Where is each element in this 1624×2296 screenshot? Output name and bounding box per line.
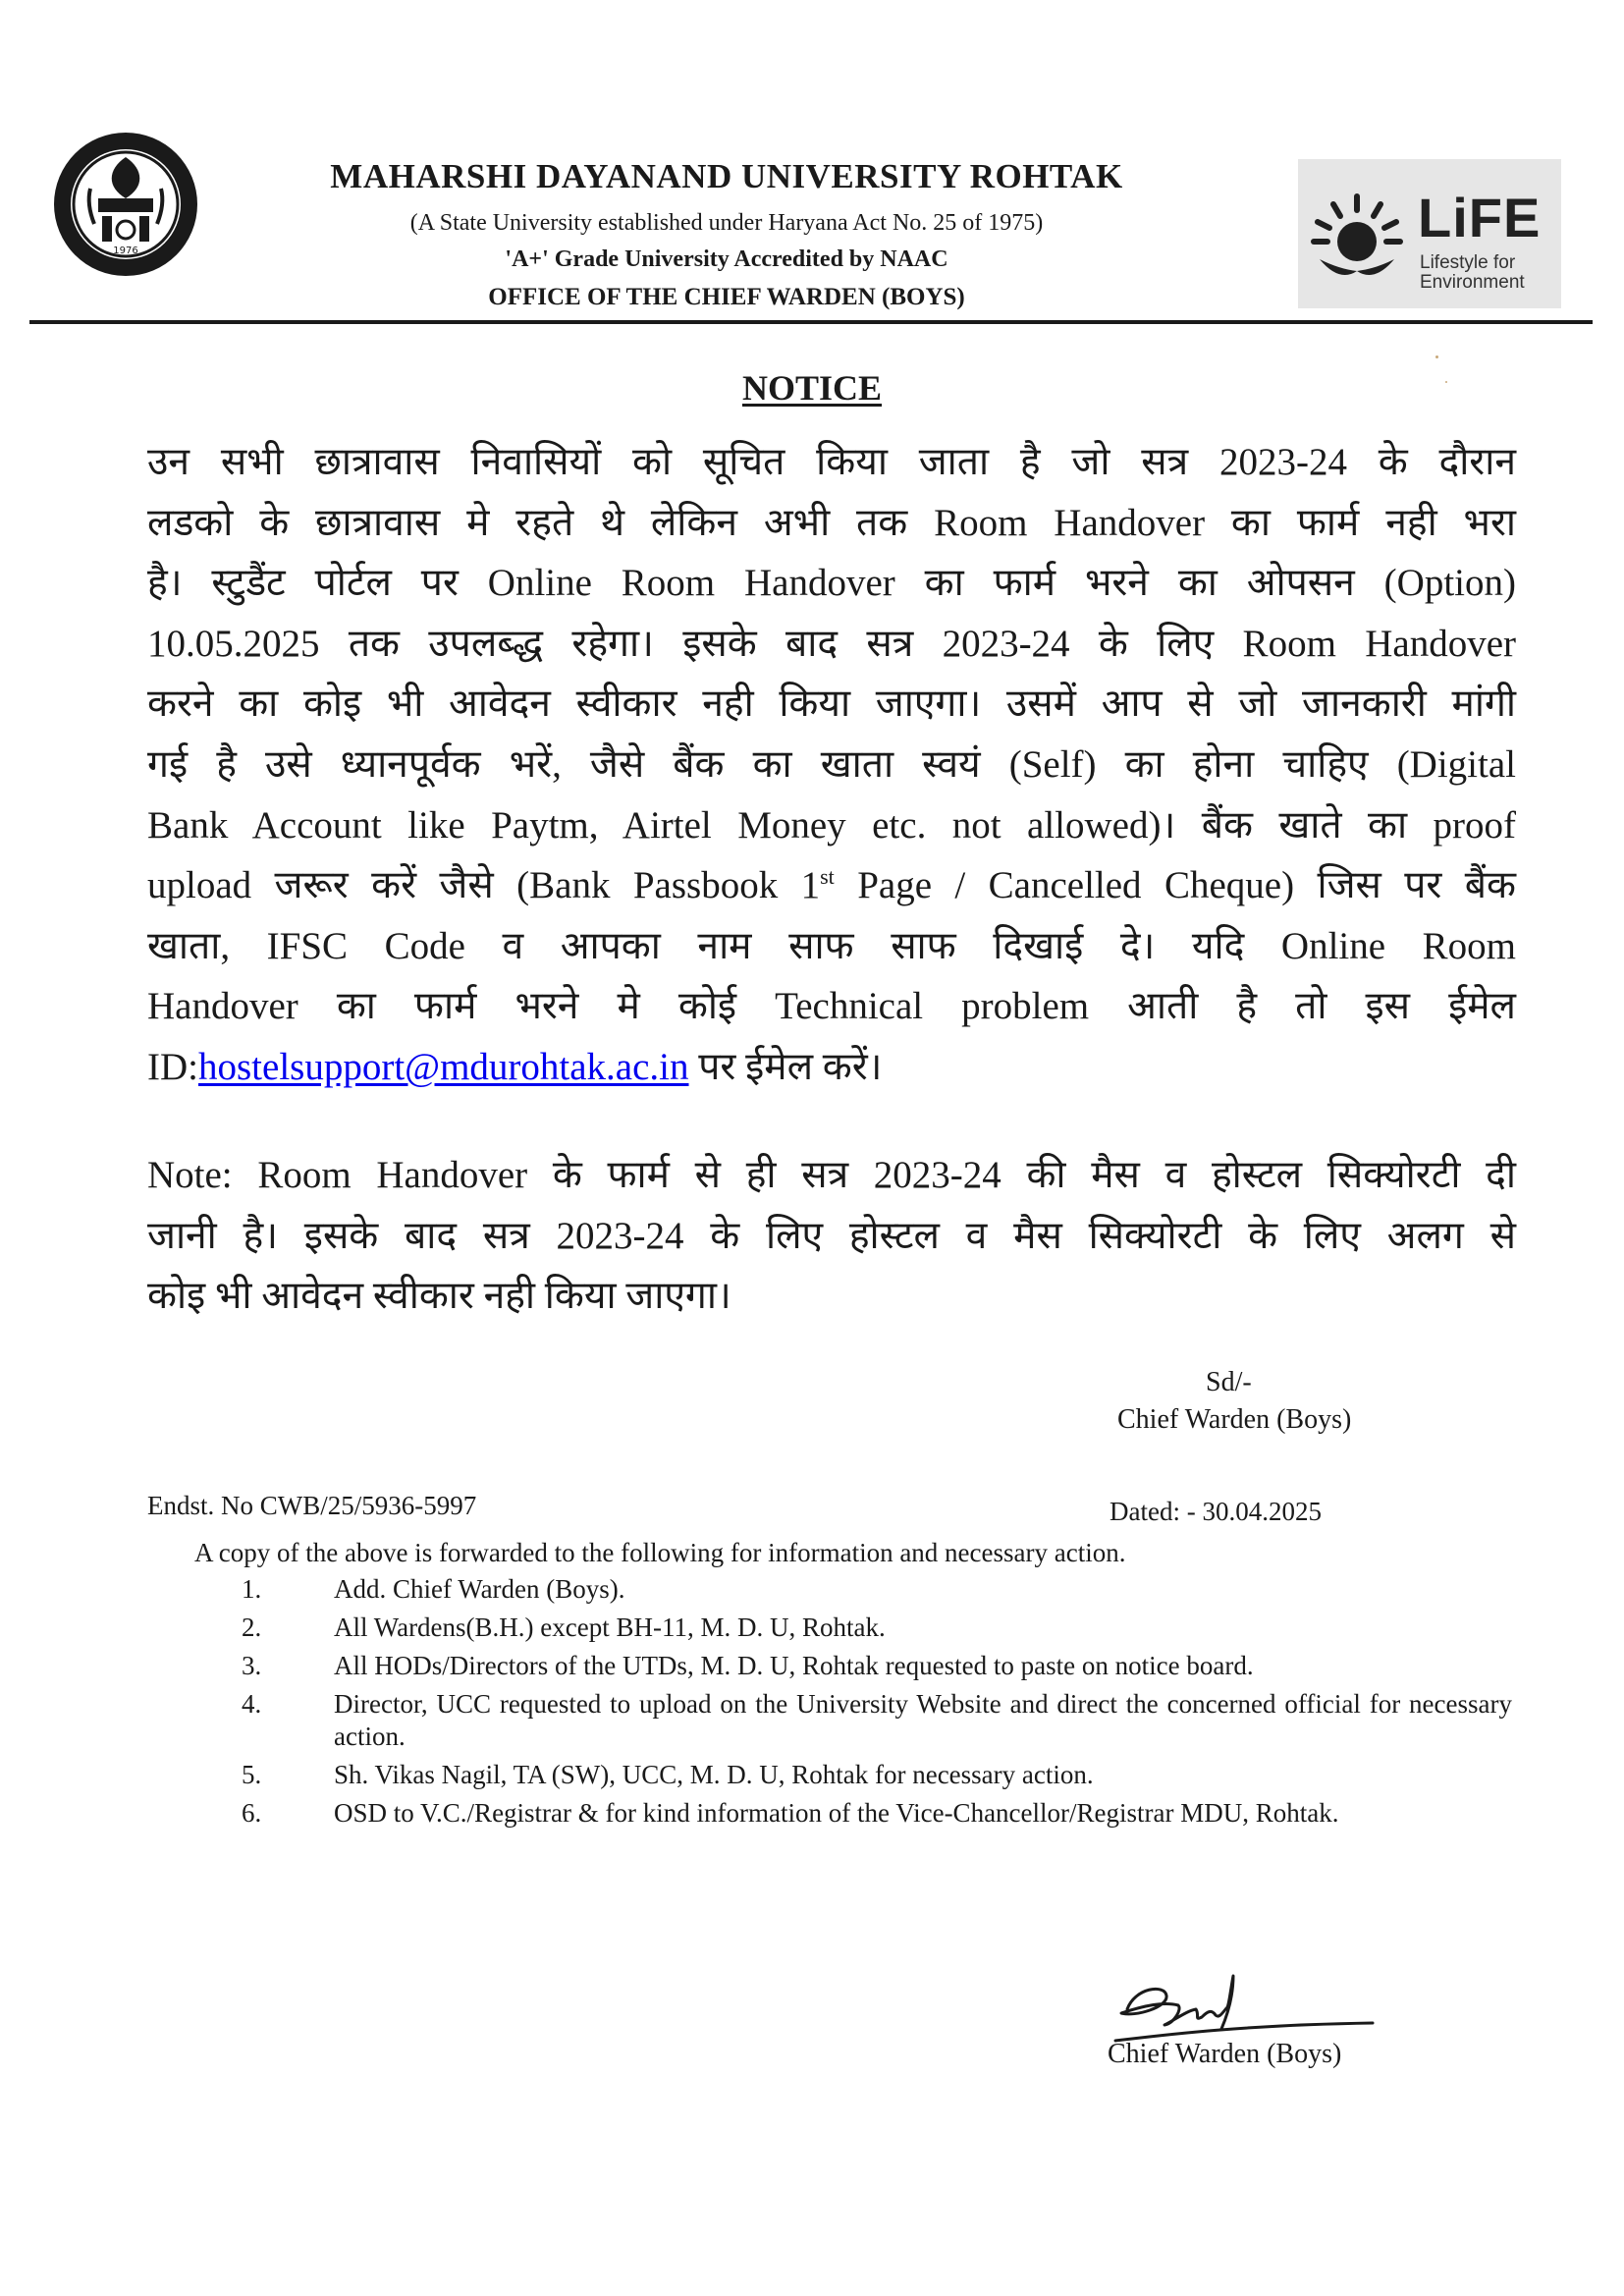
notice-line: ID:hostelsupport@mdurohtak.ac.in पर ईमेल करें। bbox=[147, 1045, 883, 1088]
notice-line: 10.05.2025 तक उपलब्द्ध रहेगा। इसके बाद सत्र 2023-24 के लिए Room Handover bbox=[147, 622, 1516, 665]
sd-mark: Sd/- bbox=[1206, 1367, 1252, 1397]
note-line: Note: Room Handover के फार्म से ही सत्र 2023-24 की मैस व होस्टल सिक्योरटी दी bbox=[147, 1154, 1516, 1196]
support-email-link[interactable]: hostelsupport@mdurohtak.ac.in bbox=[198, 1045, 689, 1088]
final-signatory-designation: Chief Warden (Boys) bbox=[1108, 2039, 1342, 2069]
office-name: OFFICE OF THE CHIEF WARDEN (BOYS) bbox=[488, 284, 965, 310]
notice-line: उन सभी छात्रावास निवासियों को सूचित किया जाता है जो सत्र 2023-24 के दौरान bbox=[147, 441, 1517, 483]
notice-line: है। स्टुडैंट पोर्टल पर Online Room Handover का फार्म भरने का ओपसन (Option) bbox=[147, 562, 1516, 605]
sun-leaf-icon bbox=[1310, 191, 1404, 285]
notice-line: upload जरूर करें जैसे (Bank Passbook 1st Page / Cancelled Cheque) जिस पर बैंक bbox=[147, 864, 1516, 907]
seal-year: 1976 bbox=[113, 246, 138, 256]
list-item: 2. All Wardens(B.H.) except BH-11, M. D. U, Rohtak. bbox=[242, 1613, 886, 1642]
university-seal-logo bbox=[51, 130, 200, 279]
signatory-designation: Chief Warden (Boys) bbox=[1117, 1404, 1352, 1435]
note-paragraph bbox=[147, 1145, 1516, 1327]
scan-speck bbox=[1435, 355, 1438, 358]
notice-line: गई है उसे ध्यानपूर्वक भरें, जैसे बैंक का खाता स्वयं (Self) का होना चाहिए (Digital bbox=[147, 742, 1516, 786]
scan-speck bbox=[1445, 381, 1447, 383]
notice-line: करने का कोइ भी आवेदन स्वीकार नही किया जाएगा। उसमें आप से जो जानकारी मांगी bbox=[147, 683, 1516, 726]
notice-line: खाता, IFSC Code व आपका नाम साफ साफ दिखाई दे। यदि Online Room bbox=[147, 924, 1516, 967]
notice-line: लडको के छात्रावास मे रहते थे लेकिन अभी तक Room Handover का फार्म नही भरा bbox=[147, 501, 1516, 544]
accreditation-line: 'A+' Grade University Accredited by NAAC bbox=[505, 246, 948, 272]
notice-title: NOTICE bbox=[741, 368, 883, 408]
life-tagline: Lifestyle for Environment bbox=[1420, 252, 1525, 293]
notice-line: Handover का फार्म भरने मे कोई Technical problem आती है तो इस ईमेल bbox=[147, 985, 1516, 1028]
note-line: जानी है। इसके बाद सत्र 2023-24 के लिए होस्टल व मैस सिक्योरटी के लिए अलग से bbox=[147, 1214, 1516, 1257]
list-item: 3. All HODs/Directors of the UTDs, M. D. U, Rohtak requested to paste on notice board. bbox=[242, 1651, 1254, 1680]
copy-forwarded-text: A copy of the above is forwarded to the following for information and necessary action. bbox=[194, 1538, 1126, 1567]
endorsement-number: Endst. No CWB/25/5936-5997 bbox=[147, 1491, 477, 1520]
university-subtitle: (A State University established under Haryana Act No. 25 of 1975) bbox=[409, 210, 1044, 236]
university-name: MAHARSHI DAYANAND UNIVERSITY ROHTAK bbox=[330, 157, 1123, 195]
header-rule bbox=[29, 320, 1593, 324]
list-item: 5. Sh. Vikas Nagil, TA (SW), UCC, M. D. U, Rohtak for necessary action. bbox=[242, 1760, 1094, 1789]
recipient-list bbox=[147, 1573, 1512, 1835]
life-logo bbox=[1298, 159, 1561, 308]
notice-paragraph bbox=[147, 432, 1516, 1098]
note-line: कोइ भी आवेदन स्वीकार नही किया जाएगा। bbox=[147, 1275, 731, 1318]
list-item: 6. OSD to V.C./Registrar & for kind information of the Vice-Chancellor/Registrar MDU, Rohtak. bbox=[242, 1798, 1339, 1828]
life-wordmark: LiFE bbox=[1418, 187, 1542, 248]
endorsement-date: Dated: - 30.04.2025 bbox=[1110, 1497, 1322, 1526]
list-item: 4. Director, UCC requested to upload on the University Website and direct the concerned official for necessary action. bbox=[242, 1689, 1512, 1751]
notice-line: Bank Account like Paytm, Airtel Money etc. not allowed)। बैंक खाते का proof bbox=[147, 803, 1516, 847]
list-item: 1. Add. Chief Warden (Boys). bbox=[242, 1574, 625, 1604]
